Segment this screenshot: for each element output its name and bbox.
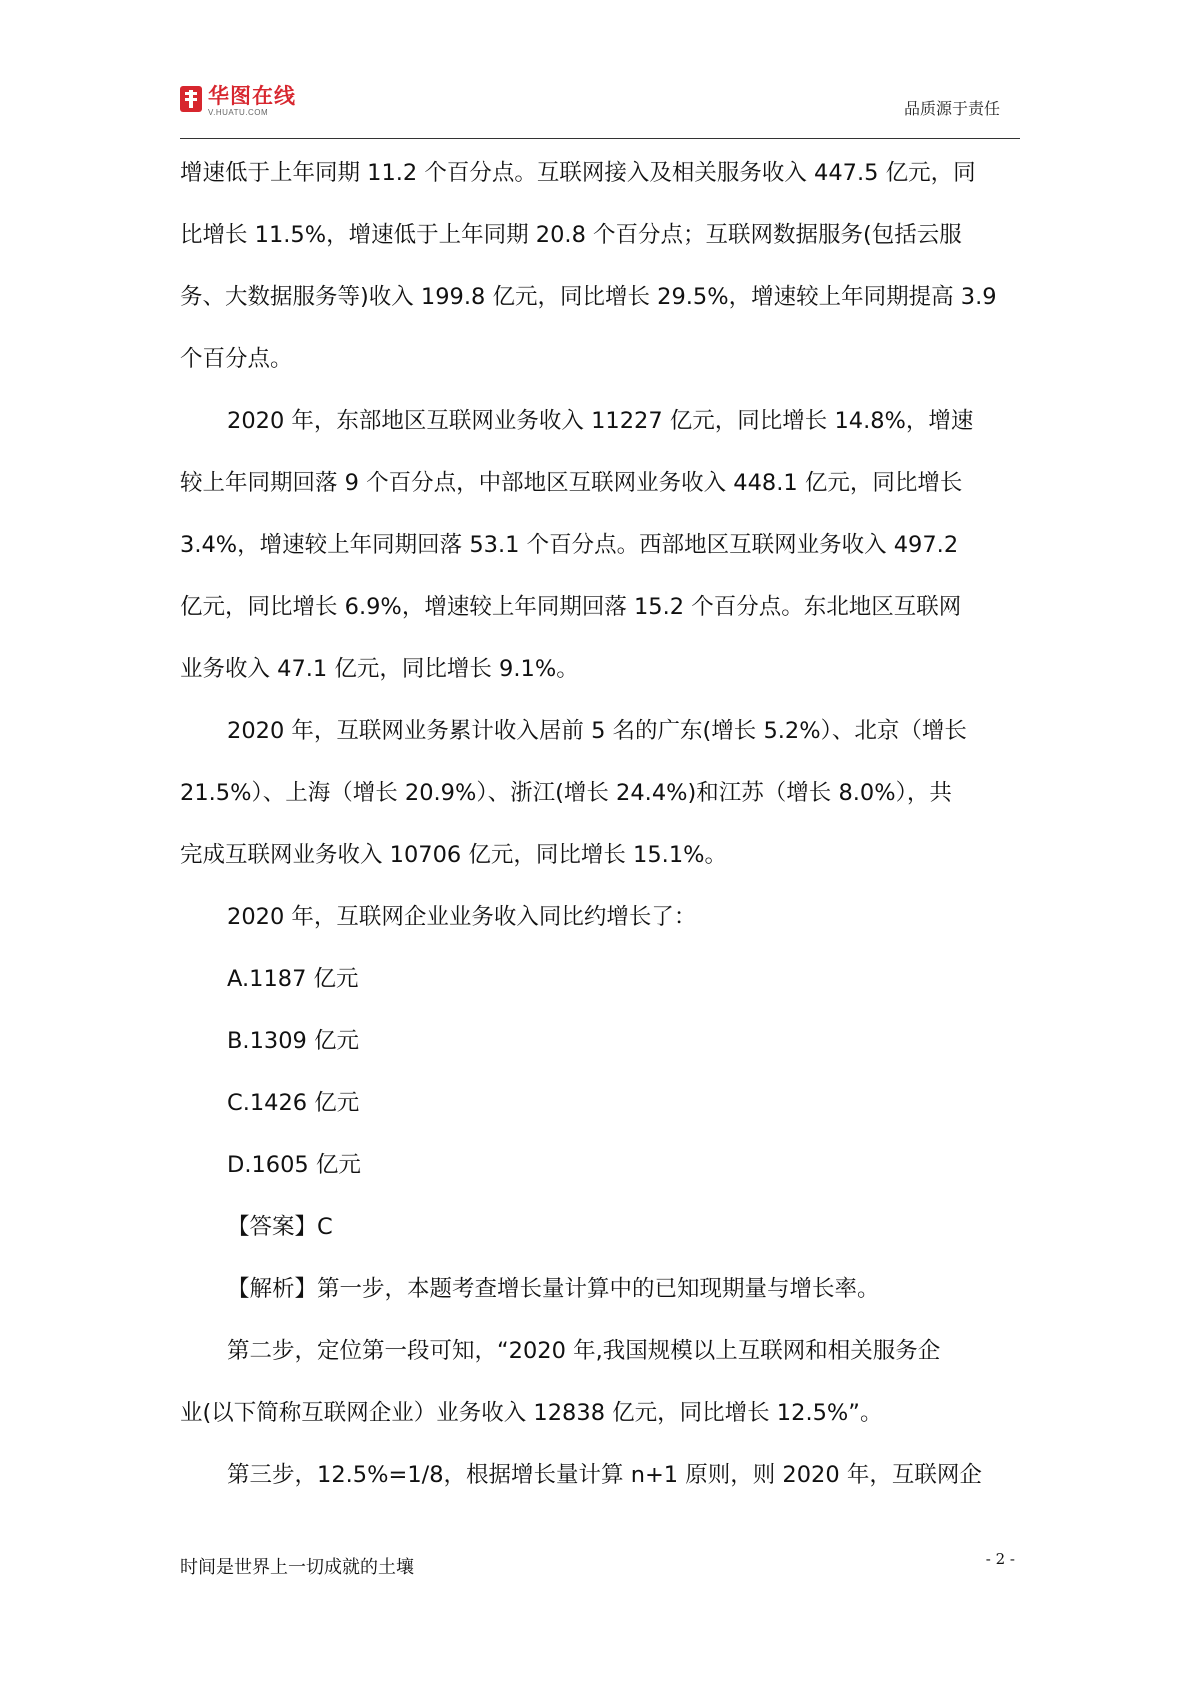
page-header	[180, 78, 1020, 140]
text-line: 增速低于上年同期 11.2 个百分点。互联网接入及相关服务收入 447.5 亿元，同	[180, 160, 976, 186]
text-line: 21.5%）、上海（增长 20.9%）、浙江(增长 24.4%)和江苏（增长 8.0%），共	[180, 780, 952, 806]
document-body	[180, 142, 1025, 1506]
option-d: D.1605 亿元	[227, 1152, 361, 1178]
option-a: A.1187 亿元	[227, 966, 359, 992]
logo-url: V.HUATU.COM	[208, 108, 269, 117]
text-line: 2020 年，东部地区互联网业务收入 11227 亿元，同比增长 14.8%，增速	[227, 408, 974, 434]
analysis-line: 第三步，12.5%=1/8，根据增长量计算 n+1 原则，则 2020 年，互联网企	[227, 1462, 982, 1488]
text-line: 个百分点。	[180, 346, 293, 372]
answer-line: 【答案】C	[227, 1214, 333, 1240]
huatu-logo-icon	[180, 86, 202, 112]
text-line: 务、大数据服务等)收入 199.8 亿元，同比增长 29.5%，增速较上年同期提高 3.9	[180, 284, 997, 310]
header-divider	[180, 138, 1020, 139]
footer-motto: 时间是世界上一切成就的土壤	[180, 1557, 414, 1578]
option-c: C.1426 亿元	[227, 1090, 360, 1116]
text-line: 比增长 11.5%，增速低于上年同期 20.8 个百分点；互联网数据服务(包括云服	[180, 222, 962, 248]
text-line: 3.4%，增速较上年同期回落 53.1 个百分点。西部地区互联网业务收入 497.2	[180, 532, 959, 558]
header-slogan: 品质源于责任	[903, 99, 1000, 118]
analysis-line: 【解析】第一步，本题考查增长量计算中的已知现期量与增长率。	[227, 1276, 880, 1302]
option-b: B.1309 亿元	[227, 1028, 360, 1054]
text-line: 完成互联网业务收入 10706 亿元，同比增长 15.1%。	[180, 842, 728, 868]
text-line: 2020 年，互联网业务累计收入居前 5 名的广东(增长 5.2%）、北京（增长	[227, 718, 967, 744]
analysis-line: 业(以下简称互联网企业）业务收入 12838 亿元，同比增长 12.5%”。	[180, 1400, 883, 1426]
question-stem: 2020 年，互联网企业业务收入同比约增长了：	[227, 904, 697, 930]
page-number: - 2 -	[985, 1550, 1015, 1568]
huatu-logo	[180, 86, 296, 117]
analysis-line: 第二步，定位第一段可知，“2020 年,我国规模以上互联网和相关服务企	[227, 1338, 941, 1364]
text-line: 较上年同期回落 9 个百分点，中部地区互联网业务收入 448.1 亿元，同比增长	[180, 470, 963, 496]
logo-text-block	[208, 86, 296, 117]
text-line: 亿元，同比增长 6.9%，增速较上年同期回落 15.2 个百分点。东北地区互联网	[180, 594, 962, 620]
logo-name: 华图在线	[208, 84, 296, 108]
text-line: 业务收入 47.1 亿元，同比增长 9.1%。	[180, 656, 579, 682]
